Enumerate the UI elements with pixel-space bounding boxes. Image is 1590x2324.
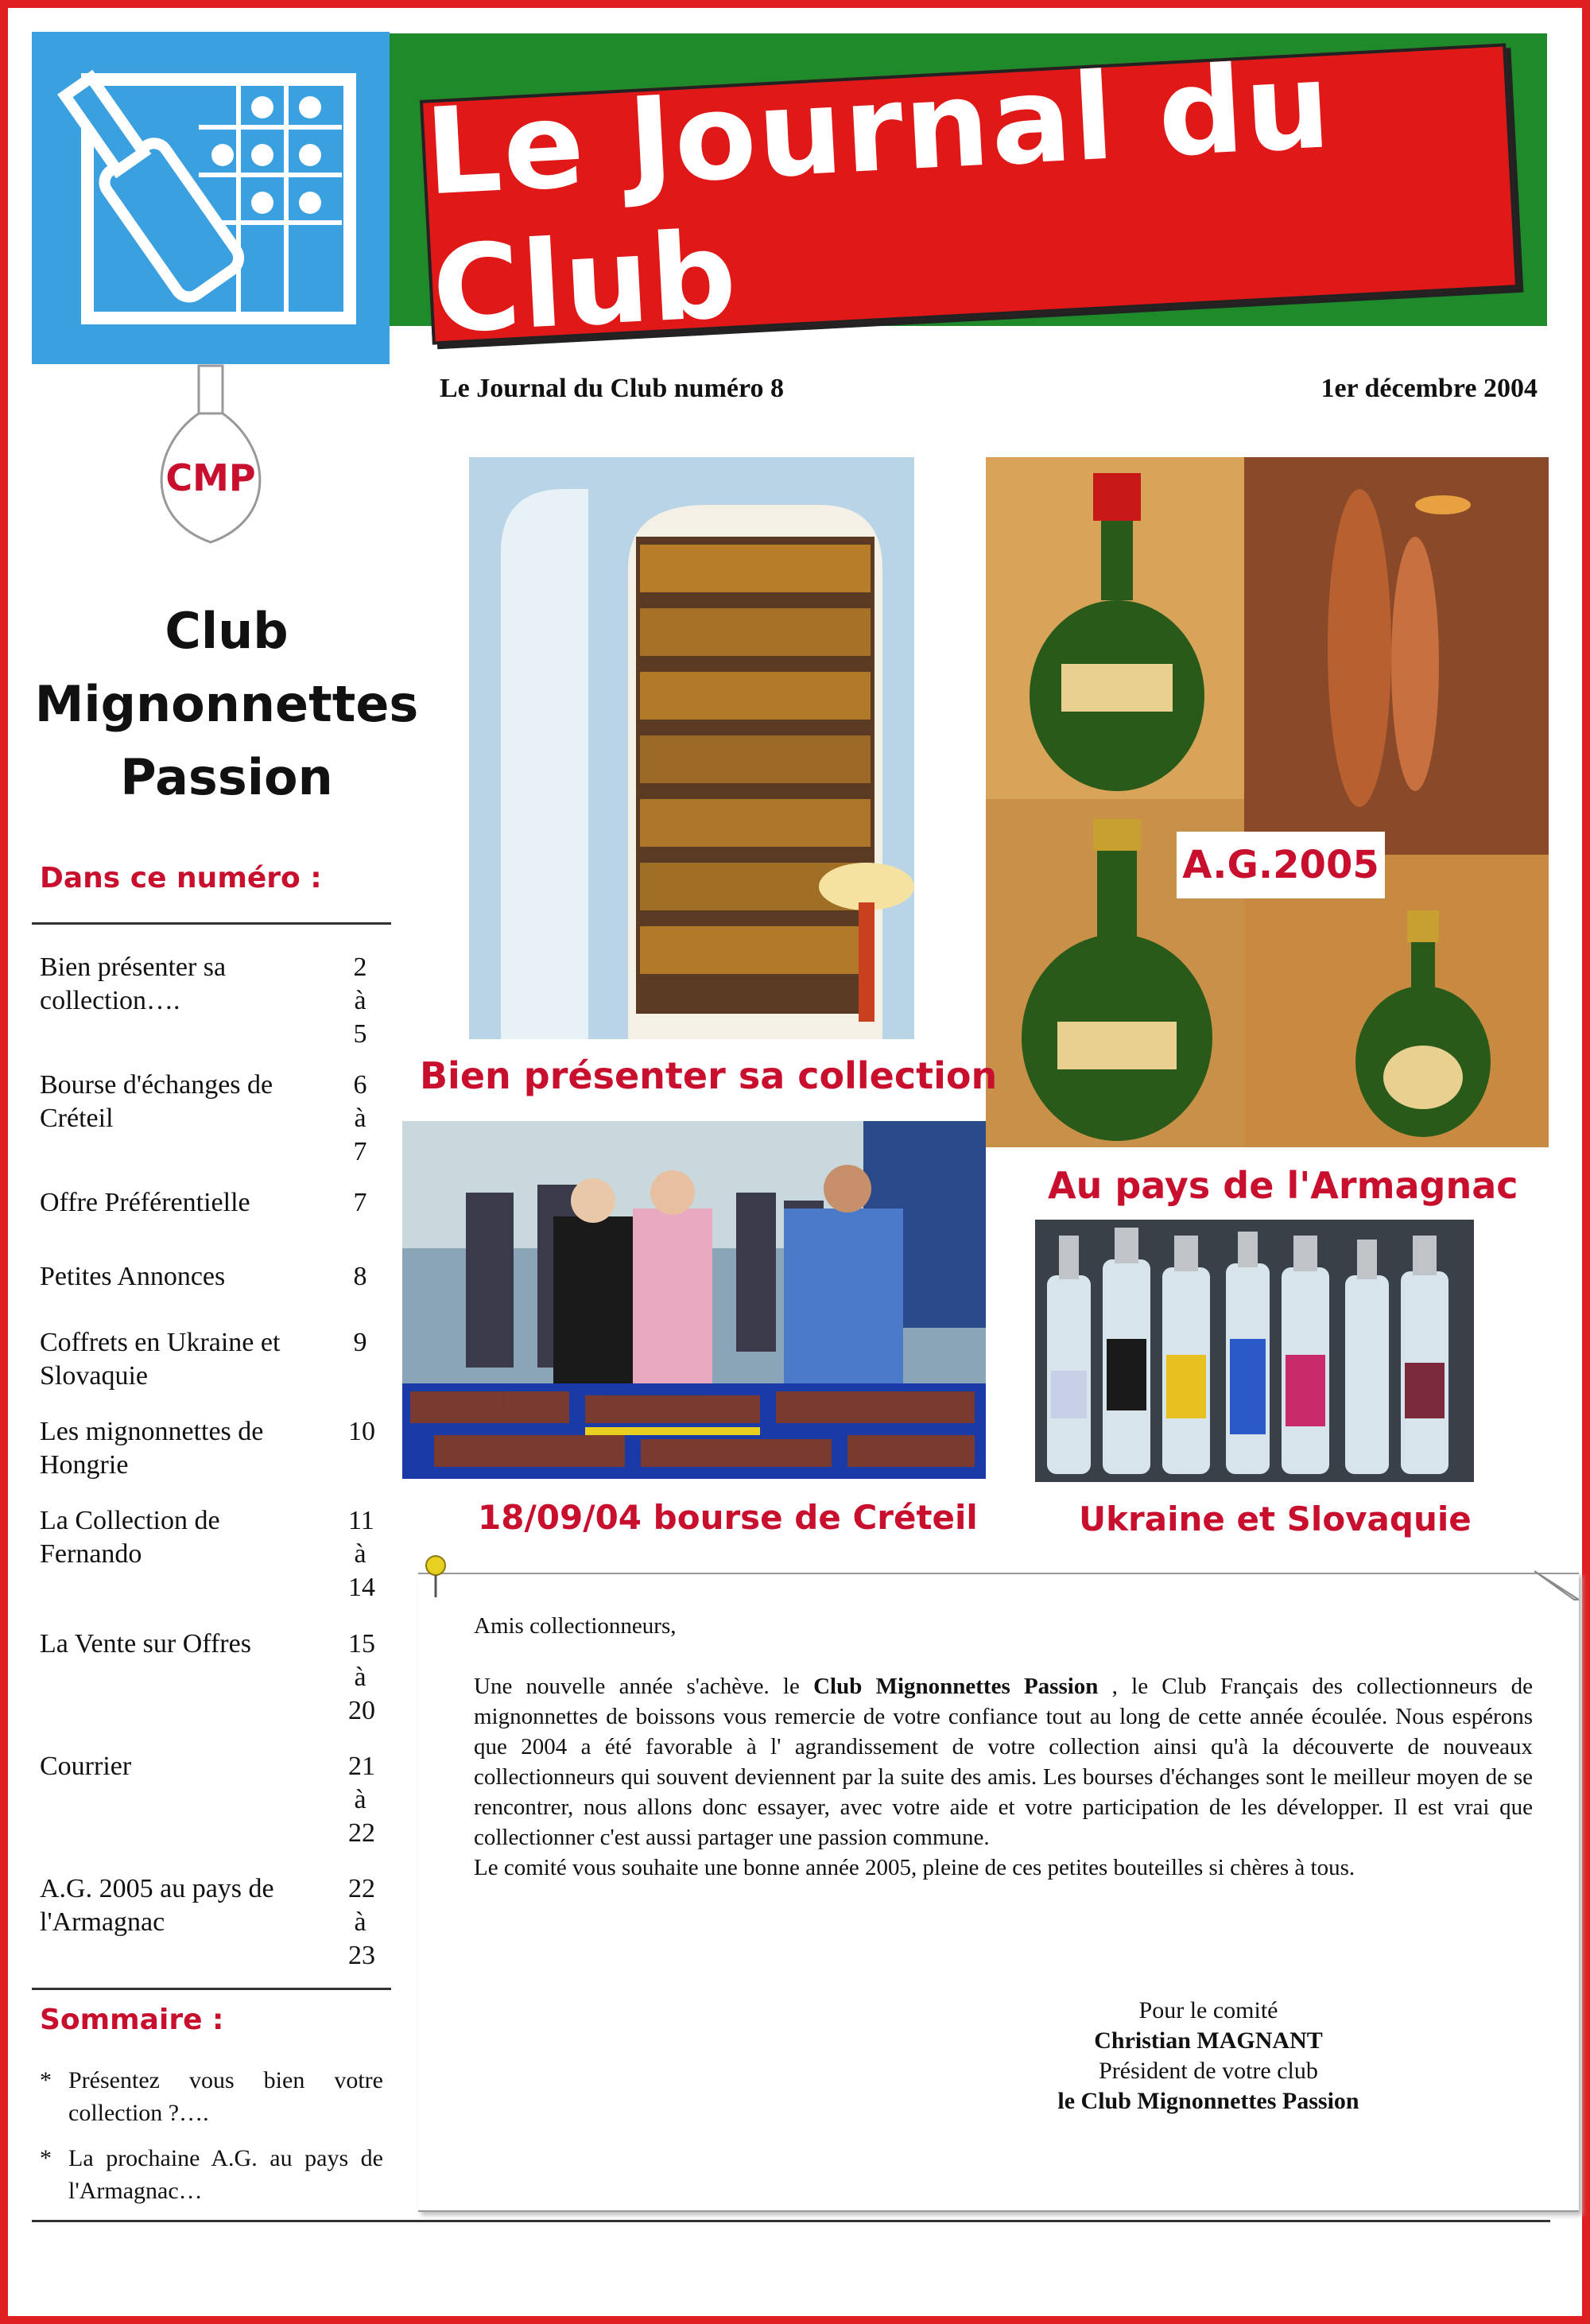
toc-item[interactable] xyxy=(40,1260,374,1326)
signature-line: Pour le comité xyxy=(1138,1997,1278,2023)
page-range-word: à xyxy=(354,1539,366,1569)
issue-number: Le Journal du Club numéro 8 xyxy=(440,374,784,403)
masthead-title: Le Journal du Club xyxy=(421,37,1336,361)
toc-rule-bottom xyxy=(32,1988,391,1990)
caption-armagnac: Au pays de l'Armagnac xyxy=(1048,1164,1518,1207)
caption-creteil: 18/09/04 bourse de Créteil xyxy=(478,1498,978,1537)
toc-item-pages xyxy=(348,951,372,1051)
letter-text: , le Club Français des collectionneurs de mignonnettes de boissons vous remercie de votre confiance tout au long de cette année écoulée. Nous espérons que 2004 a été favorable à l' agrandissement de votre collection ainsi qu'à la découverte de nouveaux collectionneurs qui souvent deviennent par la suite des amis. Les bourses d'échanges sont le meilleur moyen de se rencontrer, nous allons donc essayer, avec votre aide et votre participation de les développer. Il est vrai que collectionner c'est aussi partager une passion commune. xyxy=(474,1674,1534,1850)
signature-club: le Club Mignonnettes Passion xyxy=(1057,2088,1359,2114)
caption-collection: Bien présenter sa collection xyxy=(420,1054,998,1097)
editorial-letter-text xyxy=(474,1611,1533,1883)
page-range-word: à xyxy=(354,1907,366,1937)
toc-item-pages xyxy=(348,1186,372,1220)
page-number: 6 xyxy=(353,1070,367,1100)
toc-item[interactable] xyxy=(40,951,374,1069)
letter-greeting: Amis collectionneurs, xyxy=(474,1613,677,1639)
toc-item[interactable] xyxy=(40,1069,374,1186)
toc-item[interactable] xyxy=(40,1628,374,1750)
page-number: 22 xyxy=(348,1818,375,1848)
toc-item[interactable] xyxy=(40,1415,374,1504)
summary-heading: Sommaire : xyxy=(40,2004,224,2036)
toc-item-title: Petites Annonces xyxy=(40,1262,226,1291)
page-range-word: à xyxy=(354,986,366,1015)
masthead-banner xyxy=(420,37,1518,361)
page-range-word: à xyxy=(354,1104,366,1133)
letter-paragraph xyxy=(474,1671,1533,1853)
page-number: 21 xyxy=(348,1752,375,1781)
toc-item-pages xyxy=(348,1750,375,1850)
page-bottom-rule xyxy=(32,2220,1550,2222)
toc-rule-top xyxy=(32,922,391,925)
letter-signature xyxy=(954,1996,1463,2116)
page-curl-icon xyxy=(1534,1568,1579,1603)
cmp-decanter-emblem xyxy=(143,359,278,550)
toc-item-title: Bourse d'échanges de Créteil xyxy=(40,1070,273,1133)
summary-item[interactable]: * La prochaine A.G. au pays de l'Armagnac… xyxy=(40,2142,383,2207)
toc-item-pages xyxy=(348,1504,375,1604)
toc-heading: Dans ce numéro : xyxy=(40,862,322,894)
pushpin-icon xyxy=(421,1554,450,1599)
toc-item-title: La Collection de Fernando xyxy=(40,1506,220,1569)
page-number: 7 xyxy=(353,1188,367,1217)
summary-list xyxy=(40,2064,383,2220)
page-number: 5 xyxy=(353,1019,367,1049)
toc-item-title: La Vente sur Offres xyxy=(40,1629,251,1659)
ag-2005-label: A.G.2005 xyxy=(1177,832,1385,898)
bottle-shelf-icon xyxy=(32,32,390,364)
club-logo xyxy=(32,32,390,364)
toc-item-title: Offre Préférentielle xyxy=(40,1188,250,1217)
toc-item-pages xyxy=(348,1326,372,1360)
club-name-line: Mignonnettes xyxy=(34,675,419,733)
page-range-word: à xyxy=(354,1785,366,1814)
page-number: 20 xyxy=(348,1696,375,1725)
toc-item-pages xyxy=(348,1628,375,1728)
photo-ukraine-bottles xyxy=(1035,1220,1474,1482)
issue-date: 1er décembre 2004 xyxy=(1320,374,1538,403)
signature-name: Christian MAGNANT xyxy=(1094,2027,1323,2054)
photo-collection-cabinet xyxy=(469,457,914,1039)
photo-creteil-fair xyxy=(402,1121,986,1479)
page-range-word: à xyxy=(354,1662,366,1692)
signature-role: Président de votre club xyxy=(1099,2058,1318,2084)
page-number: 2 xyxy=(353,952,367,982)
emblem-text: CMP xyxy=(165,456,256,499)
toc-item-pages xyxy=(348,1260,372,1294)
toc-item-pages xyxy=(348,1069,372,1169)
club-name xyxy=(32,595,421,814)
letter-wishes: Le comité vous souhaite une bonne année 2005, pleine de ces petites bouteilles si chères à tous. xyxy=(474,1855,1355,1880)
page-number: 8 xyxy=(353,1262,367,1291)
page-number: 22 xyxy=(348,1874,375,1903)
summary-item[interactable]: * Présentez vous bien votre collection ?…. xyxy=(40,2064,383,2129)
toc-item[interactable] xyxy=(40,1872,374,1976)
page-number: 11 xyxy=(348,1506,374,1535)
toc-item[interactable] xyxy=(40,1186,374,1260)
letter-club-name: Club Mignonnettes Passion xyxy=(813,1674,1099,1699)
toc-item[interactable] xyxy=(40,1750,374,1872)
club-name-line: Club xyxy=(165,602,289,660)
toc-item[interactable] xyxy=(40,1504,374,1628)
page-number: 7 xyxy=(353,1137,367,1166)
toc-item-pages xyxy=(348,1415,375,1449)
toc-item-title: Les mignonnettes de Hongrie xyxy=(40,1417,264,1480)
toc-item-title: Bien présenter sa collection…. xyxy=(40,952,227,1015)
page-number: 15 xyxy=(348,1629,375,1659)
letter-text: Une nouvelle année s'achève. le xyxy=(474,1674,814,1699)
page-number: 14 xyxy=(348,1573,375,1602)
toc-item-pages xyxy=(348,1872,375,1973)
toc-item-title: Coffrets en Ukraine et Slovaquie xyxy=(40,1328,281,1391)
table-of-contents xyxy=(40,951,374,1976)
toc-item[interactable] xyxy=(40,1326,374,1415)
toc-item-title: Courrier xyxy=(40,1752,132,1781)
page-number: 10 xyxy=(348,1417,375,1446)
page-number: 9 xyxy=(353,1328,367,1357)
page-number: 23 xyxy=(348,1941,375,1970)
club-name-line: Passion xyxy=(120,748,333,806)
photo-armagnac-collage xyxy=(986,457,1549,1147)
caption-ukraine: Ukraine et Slovaquie xyxy=(1079,1500,1472,1538)
toc-item-title: A.G. 2005 au pays de l'Armagnac xyxy=(40,1874,274,1937)
